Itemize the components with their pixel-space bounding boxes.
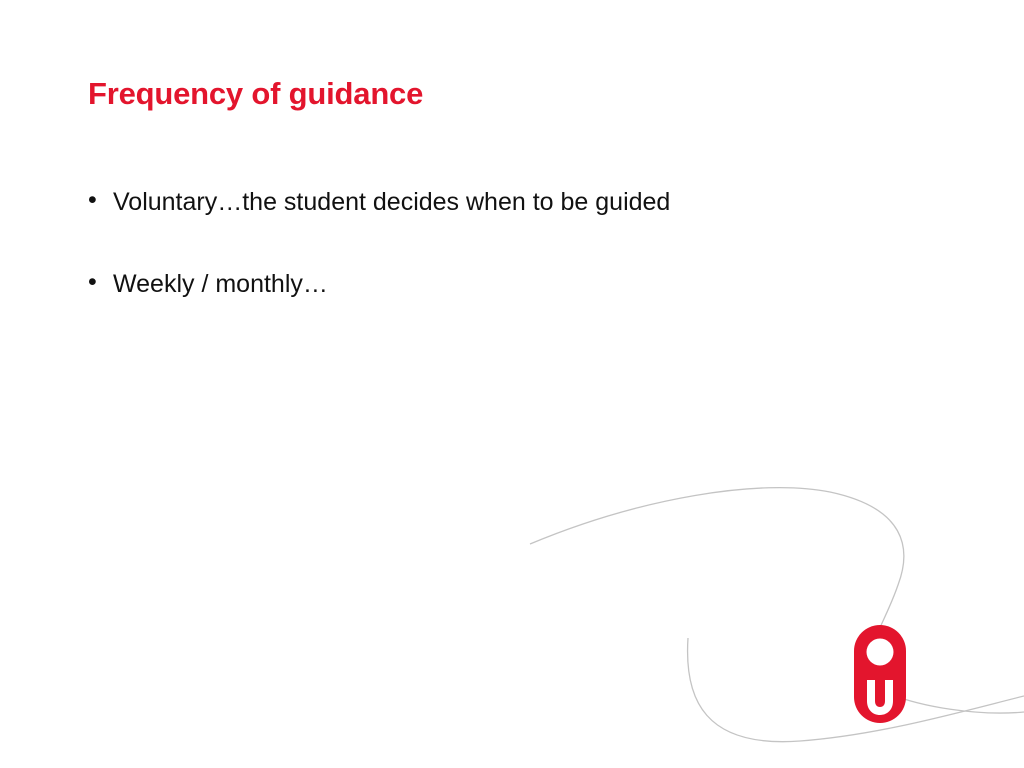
bullet-text: Weekly / monthly…: [113, 270, 328, 298]
bullet-item-weekly: [88, 268, 670, 300]
bullet-text: Voluntary…the student decides when to be guided: [113, 188, 671, 216]
ou-logo-icon: [852, 623, 908, 725]
bullet-icon: •: [88, 268, 97, 296]
bullet-icon: •: [88, 186, 97, 214]
slide-title: Frequency of guidance: [88, 76, 424, 111]
bullet-item-voluntary: [88, 186, 670, 218]
bullet-list: [88, 186, 670, 350]
swoosh-line-upper: [530, 488, 904, 660]
